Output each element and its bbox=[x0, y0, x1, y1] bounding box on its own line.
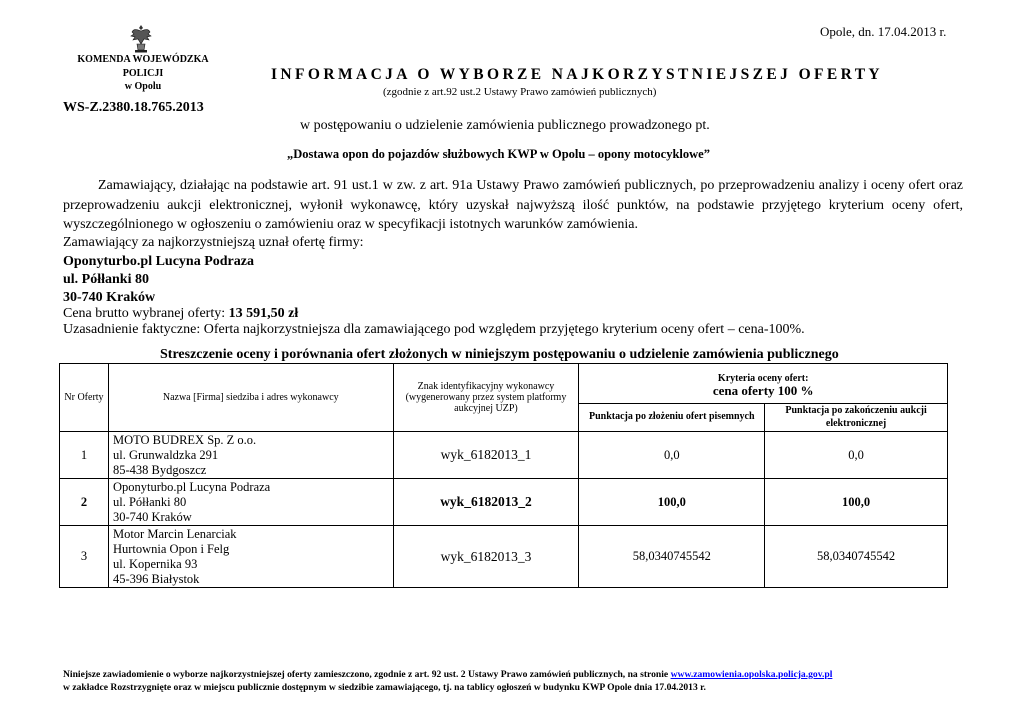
price-label: Cena brutto wybranej oferty: bbox=[63, 306, 229, 321]
criteria-label: Kryteria oceny ofert: bbox=[717, 372, 809, 384]
contractor-line: ul. Kopernika 93 bbox=[112, 556, 198, 571]
offer-written-score: 0,0 bbox=[579, 432, 765, 479]
contractor-line: ul. Grunwaldzka 291 bbox=[112, 447, 219, 462]
footer-text-2: w zakładce Rozstrzygnięte oraz w miejscu publicznie dostępnym w siedzibie zamawiającego, tj. na tablicy ogłoszeń w budynku KWP Opole dnia 17.04.2013 r. bbox=[63, 682, 706, 693]
footer-text-1: Niniejsze zawiadomienie o wyborze najkorzystniejszej oferty zamieszczono, zgodnie z art. 92 ust. 2 Ustawy Prawo zamówień publicznych, na stronie bbox=[63, 669, 671, 680]
contractor-line: MOTO BUDREX Sp. Z o.o. bbox=[112, 432, 257, 447]
offer-number: 2 bbox=[60, 479, 109, 526]
header-auction-score: Punktacja po zakończeniu aukcji elektronicznej bbox=[765, 404, 948, 432]
tenders-website-link[interactable]: www.zamowienia.opolska.policja.gov.pl bbox=[670, 669, 833, 680]
offer-auction-score: 0,0 bbox=[765, 432, 948, 479]
price-value: 13 591,50 zł bbox=[228, 306, 299, 321]
offer-sign: wyk_6182013_2 bbox=[393, 479, 579, 526]
issuer-line-3: w Opolu bbox=[124, 81, 162, 92]
criteria-main: cena oferty 100 % bbox=[712, 382, 814, 398]
table-row bbox=[60, 432, 948, 479]
contractor-line: Motor Marcin Lenarciak bbox=[112, 526, 237, 541]
decision-paragraph: Zamawiający, działając na podstawie art. 91 ust.1 w zw. z art. 91a Ustawy Prawo zamówień publicznych, po przeprowadzeniu analizy i oceny ofert oraz przeprowadzeniu aukcji elektronicznej, wyłonił wykonawcę, który uzyskał najwyższą ilość punktów, na podstawie przyjętego kryterium oceny ofert, wyszczególnionego w ogłoszeniu o zamówieniu oraz w specyfikacji istotnych warunków zamówienia. bbox=[63, 178, 963, 232]
offer-number: 3 bbox=[60, 526, 109, 588]
header-nr: Nr Oferty bbox=[60, 364, 109, 432]
winner-name: Oponyturbo.pl Lucyna Podraza bbox=[63, 254, 254, 269]
contractor-line: Hurtownia Opon i Felg bbox=[112, 541, 230, 556]
header-name: Nazwa [Firma] siedziba i adres wykonawcy bbox=[108, 364, 393, 432]
header-written-score: Punktacja po złożeniu ofert pisemnych bbox=[579, 404, 765, 432]
contractor-line: 45-396 Białystok bbox=[112, 571, 200, 586]
contractor-line: Oponyturbo.pl Lucyna Podraza bbox=[112, 479, 271, 494]
offer-auction-score: 100,0 bbox=[765, 479, 948, 526]
contractor-line: 30-740 Kraków bbox=[112, 509, 192, 524]
header-criteria bbox=[579, 364, 948, 404]
procedure-line: w postępowaniu o udzielenie zamówienia publicznego prowadzonego pt. bbox=[300, 118, 710, 133]
offer-contractor bbox=[108, 432, 393, 479]
table-row bbox=[60, 479, 948, 526]
offer-sign: wyk_6182013_1 bbox=[393, 432, 579, 479]
footer-note bbox=[63, 668, 963, 694]
contract-name: „Dostawa opon do pojazdów służbowych KWP w Opolu – opony motocyklowe” bbox=[287, 147, 710, 161]
offer-auction-score: 58,0340745542 bbox=[765, 526, 948, 588]
winner-street: ul. Półłanki 80 bbox=[63, 272, 149, 287]
offer-number: 1 bbox=[60, 432, 109, 479]
issuer-line-2: POLICJI bbox=[122, 67, 164, 79]
document-date: Opole, dn. 17.04.2013 r. bbox=[820, 24, 947, 39]
offer-sign: wyk_6182013_3 bbox=[393, 526, 579, 588]
winner-city: 30-740 Kraków bbox=[63, 290, 156, 305]
summary-title: Streszczenie oceny i porównania ofert złożonych w niniejszym postępowaniu o udzielenie zamówienia publicznego bbox=[160, 347, 839, 362]
issuer-block bbox=[63, 53, 223, 94]
contractor-line: 85-438 Bydgoszcz bbox=[112, 462, 207, 477]
offer-written-score: 100,0 bbox=[579, 479, 765, 526]
offer-contractor bbox=[108, 526, 393, 588]
issuer-line-1: KOMENDA WOJEWÓDZKA bbox=[77, 54, 209, 65]
selected-intro: Zamawiający za najkorzystniejszą uznał ofertę firmy: bbox=[63, 235, 364, 250]
offer-written-score: 58,0340745542 bbox=[579, 526, 765, 588]
contractor-line: ul. Półłanki 80 bbox=[112, 494, 187, 509]
document-subtitle: (zgodnie z art.92 ust.2 Ustawy Prawo zamówień publicznych) bbox=[383, 86, 657, 98]
document-title: INFORMACJA O WYBORZE NAJKORZYSTNIEJSZEJ OFERTY bbox=[271, 66, 884, 83]
table-row bbox=[60, 526, 948, 588]
justification: Uzasadnienie faktyczne: Oferta najkorzystniejsza dla zamawiającego pod względem przyjętego kryterium oceny ofert – cena-100%. bbox=[63, 322, 805, 337]
reference-number: WS-Z.2380.18.765.2013 bbox=[63, 100, 204, 115]
police-eagle-crest-icon bbox=[126, 22, 156, 54]
header-sign: Znak identyfikacyjny wykonawcy (wygenerowany przez system platformy aukcyjnej UZP) bbox=[393, 364, 579, 432]
offers-table bbox=[59, 363, 948, 588]
offer-contractor bbox=[108, 479, 393, 526]
